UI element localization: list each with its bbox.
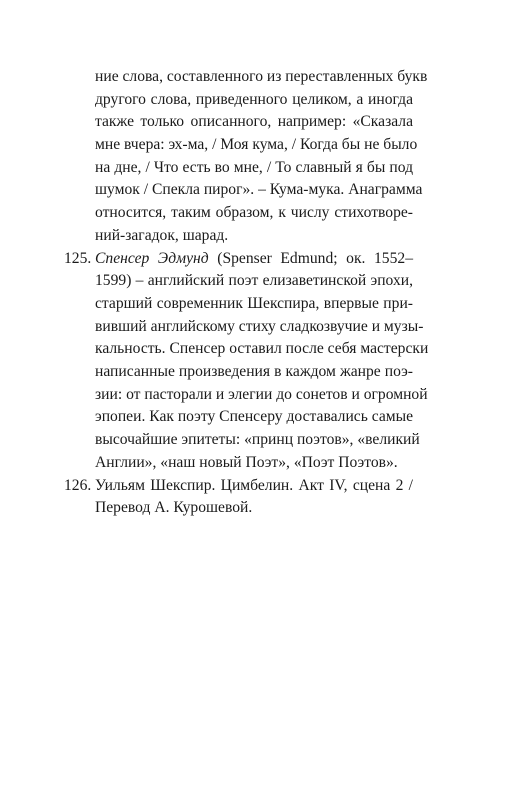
author-details: (Spenser Edmund; ок. 1552–	[208, 249, 413, 267]
text-line: эпопеи. Как поэту Спенсеру доставались самые	[95, 408, 414, 426]
text-line: кальность. Спенсер оставил после себя мастерски	[95, 340, 429, 358]
text-line: шумок / Спекла пирог». – Кума-мука. Анаграмма	[95, 181, 423, 199]
note-text	[95, 248, 429, 475]
note-number: 126.	[64, 476, 92, 494]
text-line: старший современник Шекспира, впервые при-	[95, 294, 413, 312]
text-line: Англии», «наш новый Поэт», «Поэт Поэтов».	[95, 453, 398, 471]
text-line: написанные произведения в каждом жанре поэ-	[95, 363, 413, 381]
note-first-line: Уильям Шекспир. Цимбелин. Акт IV, сцена 2 /	[95, 476, 413, 494]
note-text	[95, 475, 413, 520]
note-number: 125.	[64, 249, 92, 267]
text-line: высочайшие эпитеты: «принц поэтов», «великий	[95, 431, 420, 449]
continuation-text	[95, 66, 428, 248]
text-line: мне вчера: эх-ма, / Моя кума, / Когда бы не было	[95, 136, 418, 154]
author-name: Спенсер Эдмунд	[95, 249, 209, 267]
text-line: также только описанного, например: «Сказала	[95, 113, 413, 131]
note-first-line	[95, 248, 413, 271]
text-line: ний-загадок, шарад.	[95, 226, 229, 244]
text-line: ние слова, составленного из переставленных букв	[95, 68, 428, 85]
text-line: Перевод А. Курошевой.	[95, 499, 253, 517]
text-line: зии: от пасторали и элегии до сонетов и огромной	[95, 385, 428, 403]
text-line: на дне, / Что есть во мне, / То славный я бы под	[95, 158, 413, 176]
text-line: относится, таким образом, к числу стихотворе-	[95, 204, 413, 222]
text-line: 1599) – английский поэт елизаветинской эпохи,	[95, 272, 413, 290]
text-line: другого слова, приведенного целиком, а иногда	[95, 90, 413, 108]
text-line: вивший английскому стиху сладкозвучие и музы-	[95, 317, 424, 335]
